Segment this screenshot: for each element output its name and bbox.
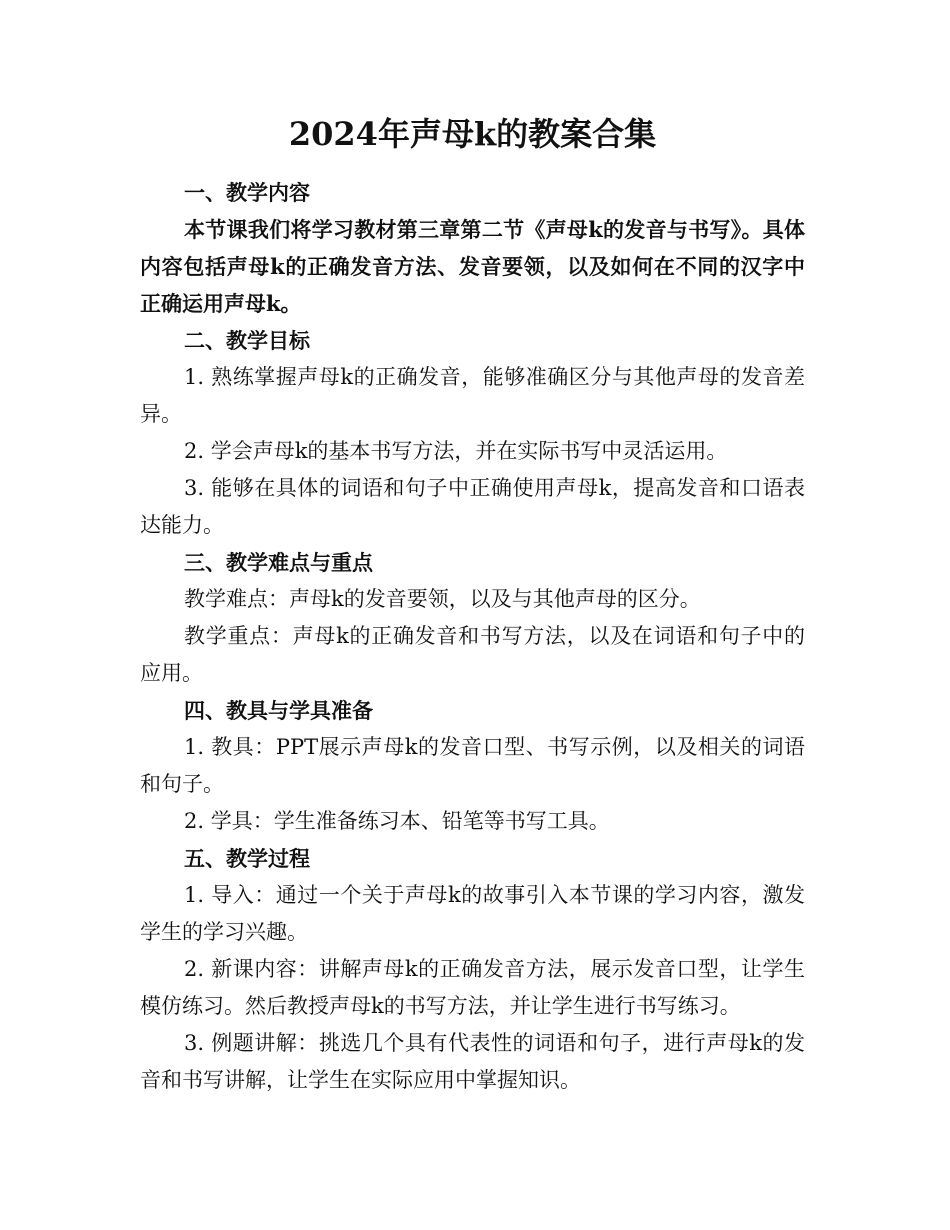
section-teaching-content: [140, 174, 805, 322]
section-teaching-process: [140, 840, 805, 1099]
goal-item: 2. 学会声母k的基本书写方法，并在实际书写中灵活运用。: [184, 439, 728, 463]
section-heading: 二、教学目标: [184, 328, 310, 353]
section-heading: 一、教学内容: [184, 180, 310, 205]
section-heading: 五、教学过程: [184, 846, 310, 871]
process-step: 3. 例题讲解：挑选几个具有代表性的词语和句子，进行声母k的发音和书写讲解，让学生在实际应用中掌握知识。: [140, 1031, 805, 1092]
difficulty-paragraph: 教学难点：声母k的发音要领，以及与其他声母的区分。: [184, 587, 701, 611]
tool-item: 1. 教具：PPT展示声母k的发音口型、书写示例，以及相关的词语和句子。: [140, 735, 805, 796]
section-heading: 三、教学难点与重点: [184, 550, 373, 575]
goal-item: 3. 能够在具体的词语和句子中正确使用声母k，提高发音和口语表达能力。: [140, 476, 805, 537]
process-step: 1. 导入：通过一个关于声母k的故事引入本节课的学习内容，激发学生的学习兴趣。: [140, 883, 805, 944]
section-paragraph: 本节课我们将学习教材第三章第二节《声母k的发音与书写》。具体内容包括声母k的正确发音方法、发音要领，以及如何在不同的汉字中正确运用声母k。: [140, 217, 805, 316]
section-teaching-tools: [140, 692, 805, 840]
section-teaching-goals: [140, 322, 805, 544]
process-step: 2. 新课内容：讲解声母k的正确发音方法，展示发音口型，让学生模仿练习。然后教授声母k的书写方法，并让学生进行书写练习。: [140, 957, 805, 1018]
key-point-paragraph: 教学重点：声母k的正确发音和书写方法，以及在词语和句子中的应用。: [140, 624, 805, 685]
section-difficulties-and-key-points: [140, 544, 805, 692]
document-title: 2024年声母k的教案合集: [288, 115, 657, 153]
goal-item: 1. 熟练掌握声母k的正确发音，能够准确区分与其他声母的发音差异。: [140, 365, 805, 426]
tool-item: 2. 学具：学生准备练习本、铅笔等书写工具。: [184, 809, 610, 833]
section-heading: 四、教具与学具准备: [184, 698, 373, 723]
document-body: [140, 112, 805, 1099]
